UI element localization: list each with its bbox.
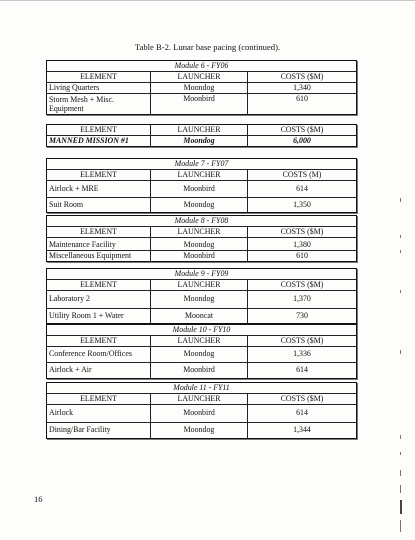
cost-cell: 1,350 xyxy=(293,199,311,209)
element-cell: Storm Mesh + Misc. Equipment xyxy=(47,94,151,114)
launcher-cell: Moonbird xyxy=(151,94,248,114)
table-row xyxy=(47,308,356,323)
table-row xyxy=(47,180,356,197)
module-title: Module 11 - FY11 xyxy=(173,383,230,392)
launcher-cell: Mooncat xyxy=(151,309,248,323)
table-row xyxy=(47,197,356,212)
cost-cell: 1,380 xyxy=(293,239,311,249)
element-cell: MANNED MISSION #1 xyxy=(47,136,151,146)
cost-cell: 1,340 xyxy=(293,82,311,92)
element-cell: Maintenance Facility xyxy=(47,238,151,250)
launcher-cell: Moondog xyxy=(151,291,248,308)
cost-cell: 614 xyxy=(296,183,308,193)
scan-edge-marks xyxy=(396,180,406,540)
column-header-launcher: LAUNCHER xyxy=(151,72,248,82)
module-title: Module 8 - FY08 xyxy=(174,216,229,225)
table-row xyxy=(47,346,356,362)
column-header-costs: COSTS ($M) xyxy=(280,279,324,289)
module-title: Module 7 - FY07 xyxy=(174,159,229,168)
element-cell: Conference Room/Offices xyxy=(47,347,151,362)
launcher-cell: Moonbird xyxy=(151,363,248,378)
launcher-cell: Moondog xyxy=(151,198,248,212)
cost-cell: 6,000 xyxy=(293,135,311,145)
cost-cell: 1,336 xyxy=(293,348,311,358)
table-row xyxy=(47,82,356,93)
cost-cell: 614 xyxy=(296,364,308,374)
table-row xyxy=(47,237,356,250)
element-cell: Living Quarters xyxy=(47,83,151,93)
column-header-element: ELEMENT xyxy=(47,170,151,180)
column-header-element: ELEMENT xyxy=(47,394,151,404)
table-row xyxy=(47,93,356,114)
page-number: 16 xyxy=(34,494,43,504)
module-title: Module 6 - FY06 xyxy=(174,61,229,70)
column-header-launcher: LAUNCHER xyxy=(151,125,248,135)
column-header-element: ELEMENT xyxy=(47,125,151,135)
launcher-cell: Moondog xyxy=(151,347,248,362)
column-header-launcher: LAUNCHER xyxy=(151,336,248,346)
launcher-cell: Moonbird xyxy=(151,181,248,197)
element-cell: Airlock + Air xyxy=(47,363,151,378)
scan-top-edge xyxy=(0,0,415,1)
cost-cell: 1,370 xyxy=(293,293,311,303)
cost-cell: 610 xyxy=(296,93,308,103)
module-title: Module 9 - FY09 xyxy=(174,269,229,278)
table-row xyxy=(47,135,356,146)
column-header-element: ELEMENT xyxy=(47,72,151,82)
cost-cell: 614 xyxy=(296,407,308,417)
table-caption: Table B-2. Lunar base pacing (continued). xyxy=(134,42,281,52)
module-6-table xyxy=(46,60,357,115)
launcher-cell: Moondog xyxy=(151,136,248,146)
element-cell: Suit Room xyxy=(47,198,151,212)
module-7-table xyxy=(46,158,357,213)
column-header-element: ELEMENT xyxy=(47,280,151,290)
launcher-cell: Moonbird xyxy=(151,405,248,422)
element-cell: Miscellaneous Equipment xyxy=(47,251,151,261)
launcher-cell: Moondog xyxy=(151,238,248,250)
column-header-costs: COSTS ($M) xyxy=(280,125,324,134)
table-row xyxy=(47,362,356,378)
element-cell: Laboratory 2 xyxy=(47,291,151,308)
launcher-cell: Moonbird xyxy=(151,251,248,261)
column-header-launcher: LAUNCHER xyxy=(151,170,248,180)
cost-cell: 1,344 xyxy=(293,424,311,434)
column-header-launcher: LAUNCHER xyxy=(151,280,248,290)
module-11-table xyxy=(46,382,357,439)
module-9-table xyxy=(46,268,357,324)
cost-cell: 730 xyxy=(296,310,308,320)
launcher-cell: Moondog xyxy=(151,423,248,438)
column-header-costs: COSTS (M) xyxy=(282,169,322,179)
launcher-cell: Moondog xyxy=(151,83,248,93)
module-10-table xyxy=(46,324,357,379)
element-cell: Utility Room 1 + Water xyxy=(47,309,151,323)
table-row xyxy=(47,404,356,422)
column-header-launcher: LAUNCHER xyxy=(151,394,248,404)
column-header-element: ELEMENT xyxy=(47,336,151,346)
module-8-table xyxy=(46,215,357,262)
element-cell: Airlock + MRE xyxy=(47,181,151,197)
module-title: Module 10 - FY10 xyxy=(172,325,231,334)
cost-cell: 610 xyxy=(296,250,308,260)
table-row xyxy=(47,422,356,438)
column-header-costs: COSTS ($M) xyxy=(280,71,324,81)
manned-mission-table xyxy=(46,124,357,147)
element-cell: Airlock xyxy=(47,405,151,422)
element-cell: Dining/Bar Facility xyxy=(47,423,151,438)
table-row xyxy=(47,250,356,261)
table-row xyxy=(47,290,356,308)
column-header-element: ELEMENT xyxy=(47,227,151,237)
column-header-launcher: LAUNCHER xyxy=(151,227,248,237)
column-header-costs: COSTS ($M) xyxy=(280,393,324,403)
column-header-costs: COSTS ($M) xyxy=(280,226,324,236)
column-header-costs: COSTS ($M) xyxy=(280,335,324,345)
